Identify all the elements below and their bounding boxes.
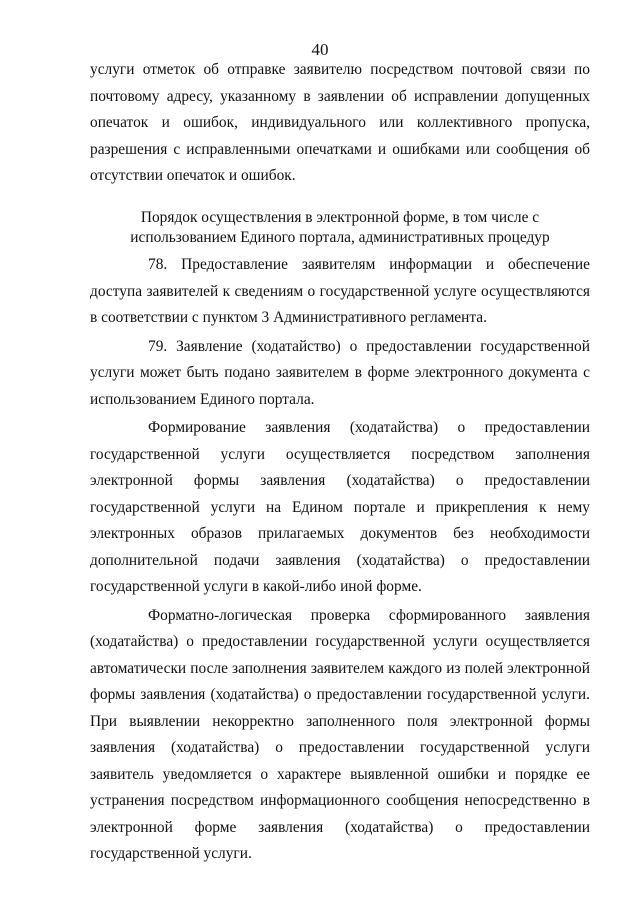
- paragraph-79: 79. Заявление (ходатайство) о предоставлении государственной услуги может быть подано заявителем в форме электронного документа с использованием Единого портала.: [90, 337, 590, 408]
- body-text: [90, 57, 590, 190]
- paragraph-check: Форматно-логическая проверка сформированного заявления (ходатайства) о предоставлении государственной услуги осуществляется автоматически после заполнения заявителем каждого из полей электронной формы заявления (ходатайства) о предоставлении государственной услуги. При выявлении некорректно заполненного поля электронной формы заявления (ходатайства) о предоставлении государственной услуги заявитель уведомляется о характере выявленной ошибки и порядке ее устранения посредством информационного сообщения непосредственно в электронной форме заявления (ходатайства) о предоставлении государственной услуги.: [90, 606, 590, 862]
- body-text-main: [90, 252, 590, 868]
- paragraph-78: 78. Предоставление заявителям информации и обеспечение доступа заявителей к сведениям о государственной услуге осуществляются в соответствии с пунктом 3 Административного регламента.: [90, 256, 590, 326]
- paragraph-form: Формирование заявления (ходатайства) о предоставлении государственной услуги осуществляется посредством заполнения электронной формы заявления (ходатайства) о предоставлении государственной услуги на Едином портале и прикрепления к нему электронных образов прилагаемых документов без необходимости дополнительной подачи заявления (ходатайства) о предоставлении государственной услуги в какой-либо иной форме.: [90, 419, 590, 595]
- page-number: 40: [311, 40, 329, 59]
- section-heading-block: [90, 208, 590, 248]
- paragraph-continuation: услуги отметок об отправке заявителю посредством почтовой связи по почтовому адресу, указанному в заявлении об исправлении допущенных опечаток и ошибок, индивидуального или коллективного пропуска, разрешения с исправленными опечатками и ошибками или сообщения об отсутствии опечаток и ошибок.: [90, 61, 590, 184]
- section-heading: Порядок осуществления в электронной форме, в том числе с использованием Единого портала, административных процедур: [130, 209, 550, 246]
